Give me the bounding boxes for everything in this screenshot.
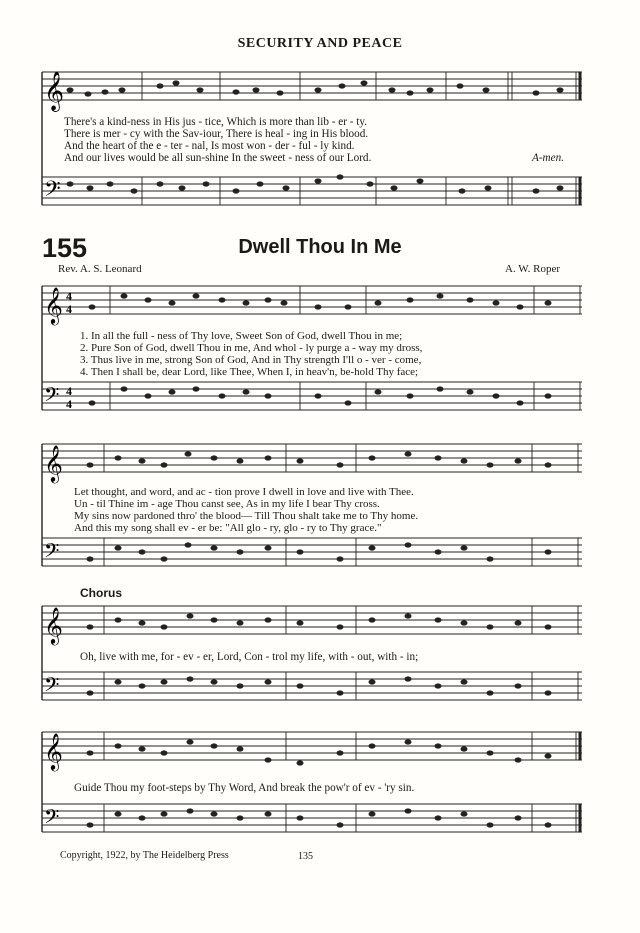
svg-text:𝄢: 𝄢 [44,383,60,411]
chorus-line-2: Guide Thou my foot-steps by Thy Word, And break the pow'r of ev - 'ry sin. [74,782,415,794]
hymn-number: 155 [42,233,88,263]
svg-text:𝄞: 𝄞 [44,286,63,324]
page-number: 135 [298,851,313,862]
previous-verse-4: And our lives would be all sun-shine In the sweet - ness of our Lord. [64,152,372,164]
svg-text:𝄞: 𝄞 [44,444,63,482]
verse-4-line-1: 4. Then I shall be, dear Lord, like Thee, When I, in heav'n, be-hold Thy face; [80,366,419,378]
svg-text:𝄢: 𝄢 [44,177,61,207]
previous-verse-3: And the heart of the e - ter - nal, Is most won - der - ful - ly kind. [64,140,355,152]
svg-text:𝄢: 𝄢 [44,539,60,567]
svg-text:4: 4 [66,384,72,398]
previous-verse-2: There is mer - cy with the Sav-iour, There is heal - ing in His blood. [64,128,369,140]
svg-text:𝄢: 𝄢 [44,805,60,833]
verse-1-line-2: Let thought, and word, and ac - tion prove I dwell in love and live with Thee. [74,486,414,498]
verse-4-line-2: And this my song shall ev - er be: "All glo - ry, glo - ry to Thy grace." [74,522,382,534]
hymn-title: Dwell Thou In Me [238,236,402,258]
verse-3-line-1: 3. Thus live in me, strong Son of God, And in Thy strength I'll o - ver - come, [80,354,422,366]
svg-text:𝄢: 𝄢 [44,673,60,701]
verse-3-line-2: My sins now pardoned thro' the blood— Till Thou shalt take me to Thy home. [74,510,419,522]
svg-text:4: 4 [66,289,72,303]
svg-text:4: 4 [66,397,72,411]
verse-2-line-1: 2. Pure Son of God, dwell Thou in me, And whol - ly purge a - way my dross, [80,342,423,354]
svg-text:𝄞: 𝄞 [44,71,65,111]
svg-text:𝄞: 𝄞 [44,606,63,644]
amen-text: A-men. [532,152,564,164]
chorus-label: Chorus [80,586,122,600]
composer-credit: A. W. Roper [505,263,560,275]
copyright-notice: Copyright, 1922, by The Heidelberg Press [60,850,229,861]
section-title: SECURITY AND PEACE [237,36,403,51]
chorus-line-1: Oh, live with me, for - ev - er, Lord, Con - trol my life, with - out, with - in; [80,651,419,663]
verse-1-line-1: 1. In all the full - ness of Thy love, Sweet Son of God, dwell Thou in me; [80,330,403,342]
svg-text:𝄞: 𝄞 [44,732,63,770]
author-credit: Rev. A. S. Leonard [58,263,142,275]
verse-2-line-2: Un - til Thine im - age Thou canst see, As in my life I bear Thy cross. [74,498,380,510]
previous-verse-1: There's a kind-ness in His jus - tice, Which is more than lib - er - ty. [64,116,368,128]
svg-text:4: 4 [66,302,72,316]
